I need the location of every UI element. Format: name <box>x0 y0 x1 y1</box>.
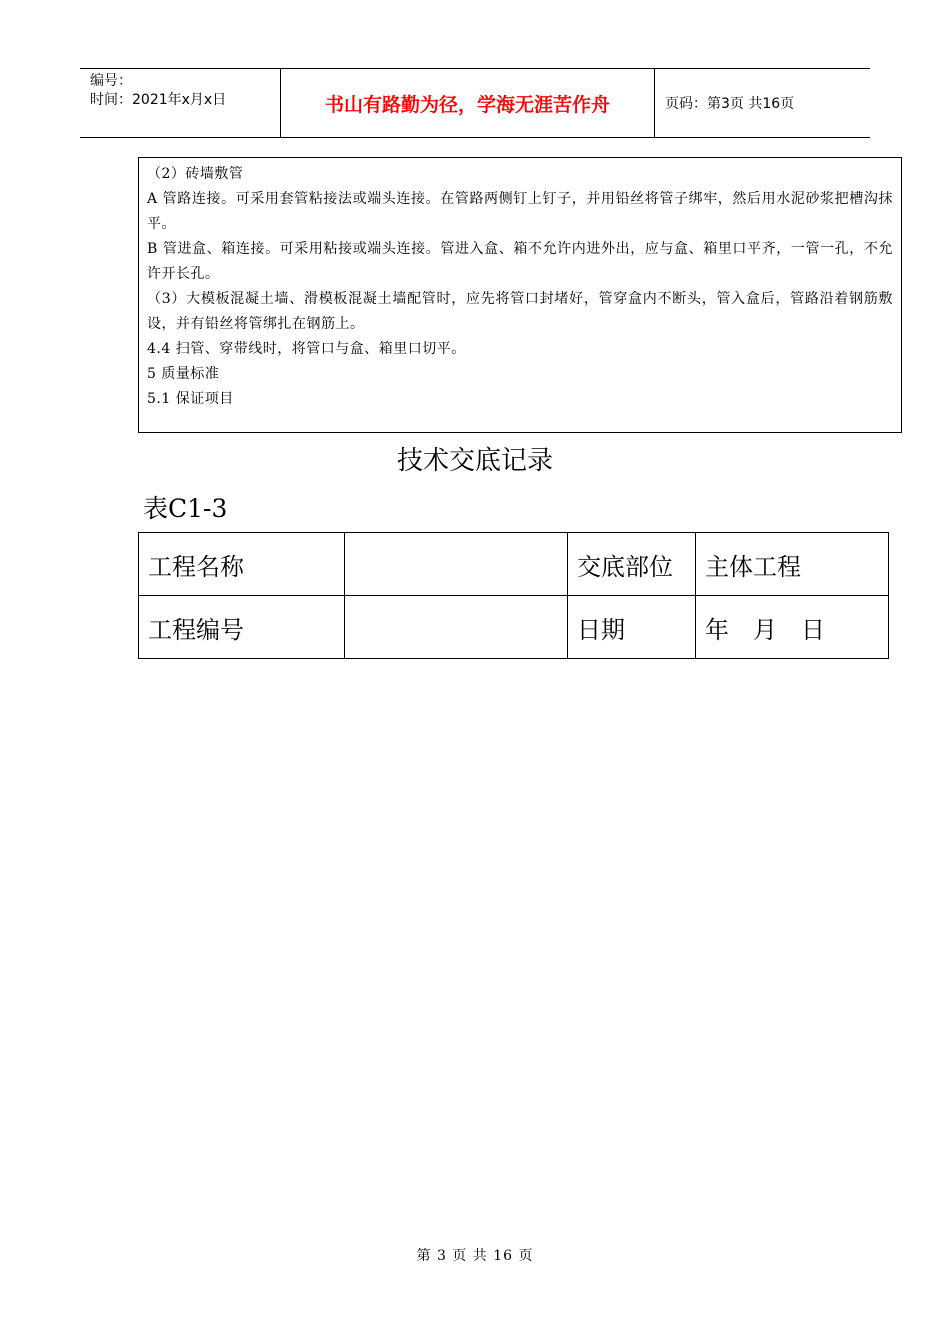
header-meta <box>80 69 281 137</box>
content-line-6: 5 质量标准 <box>147 366 220 382</box>
header-motto <box>281 69 655 137</box>
table-number: 表C1-3 <box>143 494 228 523</box>
motto-text: 书山有路勤为径，学海无涯苦作舟 <box>324 93 610 116</box>
disclosure-part-value: 主体工程 <box>696 533 889 596</box>
content-line-2: A 管路连接。可采用套管粘接法或端头连接。在管路两侧钉上钉子，并用铅丝将管子绑牢，然后用水泥砂浆把槽沟抹平。 <box>147 191 893 232</box>
disclosure-part-label: 交底部位 <box>568 533 696 596</box>
header-page-info <box>655 69 870 137</box>
record-table <box>138 532 889 659</box>
content-line-1: （2）砖墙敷管 <box>147 166 244 182</box>
content-line-7: 5.1 保证项目 <box>147 391 234 407</box>
date-label: 日期 <box>568 596 696 659</box>
project-name-label: 工程名称 <box>139 533 345 596</box>
table-row <box>139 596 889 659</box>
page-info-text: 页码：第3页 共16页 <box>665 96 795 112</box>
table-row <box>139 533 889 596</box>
content-line-5: 4.4 扫管、穿带线时，将管口与盒、箱里口切平。 <box>147 341 466 357</box>
time-label: 时间：2021年x月x日 <box>90 92 227 108</box>
content-box <box>138 157 902 433</box>
page-header <box>80 68 870 138</box>
page-footer: 第 3 页 共 16 页 <box>416 1248 534 1264</box>
project-name-value <box>345 533 568 596</box>
project-code-value <box>345 596 568 659</box>
content-line-3: B 管进盒、箱连接。可采用粘接或端头连接。管进入盒、箱不允许内进外出，应与盒、箱里口平齐，一管一孔，不允许开长孔。 <box>147 241 893 282</box>
date-value: 年 月 日 <box>696 596 889 659</box>
project-code-label: 工程编号 <box>139 596 345 659</box>
code-label: 编号： <box>90 73 132 89</box>
content-line-4: （3）大模板混凝土墙、滑模板混凝土墙配管时，应先将管口封堵好，管穿盒内不断头，管入盒后，管路沿着钢筋敷设，并有铅丝将管绑扎在钢筋上。 <box>147 291 893 332</box>
record-title: 技术交底记录 <box>396 446 553 476</box>
